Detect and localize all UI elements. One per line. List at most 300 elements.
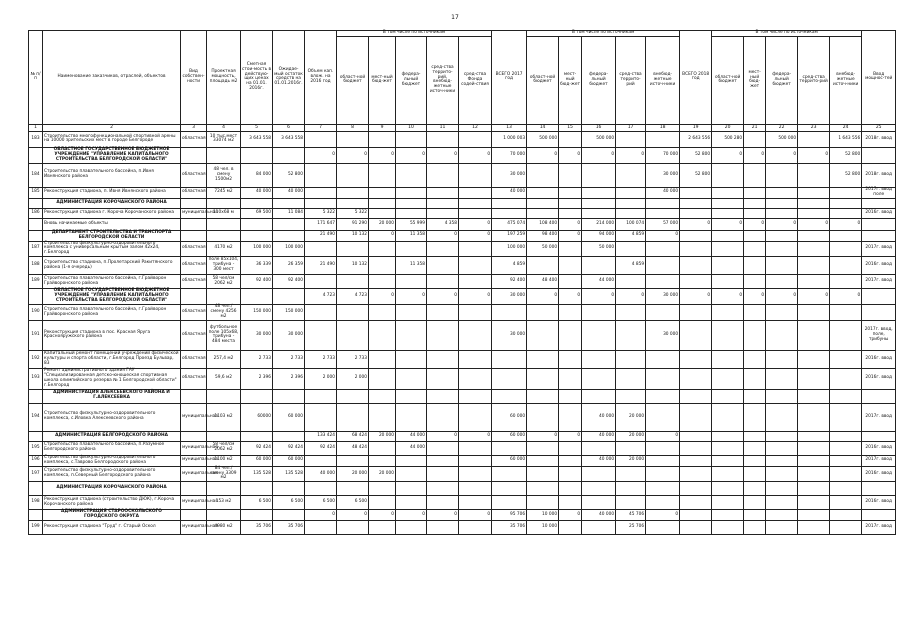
table-cell: 0 (305, 147, 337, 163)
table-cell (427, 275, 459, 289)
table-cell (527, 257, 559, 275)
table-cell (766, 496, 798, 510)
table-cell: 52 800 (680, 163, 712, 187)
table-cell: муниципальная (181, 208, 207, 218)
table-cell: 2 000 (305, 368, 337, 389)
table-cell (646, 403, 680, 431)
table-cell (369, 187, 396, 198)
commissioning-cell: 2016г. ввод (862, 208, 896, 218)
table-cell (744, 521, 766, 535)
table-cell (207, 431, 241, 441)
table-cell: 21 490 (305, 257, 337, 275)
table-row (29, 403, 896, 431)
table-cell: 0 (766, 218, 798, 230)
table-cell (181, 198, 207, 208)
table-cell: 30 000 (492, 289, 527, 305)
table-cell (744, 482, 766, 496)
table-cell (396, 521, 427, 535)
table-cell (305, 241, 337, 257)
table-cell (766, 441, 798, 455)
table-cell: 0 (559, 510, 582, 521)
table-cell: 48 чел./смену 4256 м2 (207, 305, 241, 321)
table-cell (207, 218, 241, 230)
table-cell (616, 389, 646, 403)
table-cell: 20 000 (369, 431, 396, 441)
table-cell (646, 275, 680, 289)
table-cell (712, 521, 744, 535)
table-cell: муниципальная (181, 403, 207, 431)
table-cell (459, 208, 492, 218)
table-cell: 60000 (241, 403, 273, 431)
table-cell (798, 521, 830, 535)
table-cell (798, 466, 830, 482)
column-number: 23 (798, 124, 830, 131)
table-cell (337, 320, 369, 350)
table-cell: 48 чел. в смену 1500м2 (207, 163, 241, 187)
table-cell (646, 241, 680, 257)
table-cell (427, 208, 459, 218)
table-cell (766, 163, 798, 187)
table-cell: 4 859 (616, 230, 646, 241)
table-cell (427, 455, 459, 466)
table-cell: 11 084 (273, 208, 305, 218)
table-cell (273, 289, 305, 305)
table-cell (766, 521, 798, 535)
table-cell (427, 482, 459, 496)
table-cell (527, 368, 559, 389)
table-cell: 60 000 (492, 431, 527, 441)
table-cell: 0 (559, 431, 582, 441)
table-cell: 0 (459, 147, 492, 163)
table-cell: 133 424 (305, 431, 337, 441)
table-cell (527, 466, 559, 482)
table-cell (798, 230, 830, 241)
column-number: 9 (369, 124, 396, 131)
table-cell: 40 000 (582, 510, 616, 521)
table-cell: 0 (559, 230, 582, 241)
object-name: ДЕПАРТАМЕНТ СТРОИТЕЛЬСТВА И ТРАНСПОРТА БЕЛГОРОДСКОЙ ОБЛАСТИ (43, 230, 181, 241)
object-name: АДМИНИСТРАЦИЯ АЛЕКСЕЕВСКОГО РАЙОНА И Г.АЛЕКСЕЕВКА (43, 389, 181, 403)
section-row (29, 431, 896, 441)
table-cell (427, 466, 459, 482)
table-cell: 92 400 (273, 275, 305, 289)
table-cell: 84 чел./смену 3309 м2 (207, 466, 241, 482)
table-cell: 0 (582, 147, 616, 163)
table-cell (527, 455, 559, 466)
table-cell (582, 389, 616, 403)
table-cell (616, 208, 646, 218)
header-territory: сред-ства террито-рий (616, 36, 646, 124)
table-cell (492, 208, 527, 218)
table-cell: футбольное поле 105х68, трибуна - 484 места (207, 320, 241, 350)
table-cell: 500 280 (712, 131, 744, 147)
header-volume-2016: Объем кап. влож. на 2016 год (305, 31, 337, 125)
table-cell: 0 (744, 218, 766, 230)
commissioning-cell: 2016г. ввод (862, 257, 896, 275)
table-cell (744, 198, 766, 208)
table-cell: 0 (427, 147, 459, 163)
header-offbudget: внебюд-жетные источ-ники (646, 36, 680, 124)
table-cell (305, 131, 337, 147)
table-cell: 100 000 (492, 241, 527, 257)
table-cell (305, 187, 337, 198)
table-cell (337, 521, 369, 535)
table-cell (744, 510, 766, 521)
table-cell (680, 466, 712, 482)
table-cell: 0 (646, 230, 680, 241)
table-cell: 20 000 (616, 403, 646, 431)
table-cell: 2 396 (241, 368, 273, 389)
table-cell (305, 275, 337, 289)
table-cell (830, 230, 862, 241)
table-cell: 100 000 (273, 241, 305, 257)
table-cell (459, 350, 492, 368)
commissioning-cell (862, 230, 896, 241)
table-cell (559, 403, 582, 431)
table-cell (369, 482, 396, 496)
column-number: 15 (559, 124, 582, 131)
table-cell (492, 198, 527, 208)
table-cell: 10 132 (337, 230, 369, 241)
table-cell (680, 496, 712, 510)
column-number: 24 (830, 124, 862, 131)
table-cell (459, 320, 492, 350)
table-cell: 0 (459, 289, 492, 305)
table-cell (712, 441, 744, 455)
table-cell (830, 350, 862, 368)
table-cell: 58 чел/см 2062 м2 (207, 275, 241, 289)
row-number: 190 (29, 305, 43, 321)
table-cell (616, 482, 646, 496)
table-cell (830, 455, 862, 466)
object-name: Ремонт административного здания ГАУ "Специализированная детско-юношеская спортивная школа олимпийского резерва № 1 Белгородской области" г.Белгород (43, 368, 181, 389)
table-cell (396, 208, 427, 218)
table-cell (680, 208, 712, 218)
table-cell: 95 706 (492, 510, 527, 521)
table-cell: 52 800 (830, 147, 862, 163)
page-number: 17 (451, 14, 459, 21)
table-cell (830, 241, 862, 257)
table-cell (492, 305, 527, 321)
table-cell (559, 350, 582, 368)
table-cell: 25 706 (616, 521, 646, 535)
table-cell (766, 305, 798, 321)
table-cell (305, 521, 337, 535)
table-cell (181, 431, 207, 441)
table-cell (712, 510, 744, 521)
table-cell: 500 000 (527, 131, 559, 147)
table-cell: 20 000 (337, 466, 369, 482)
table-cell: 60 000 (273, 403, 305, 431)
table-row (29, 320, 896, 350)
table-cell (305, 163, 337, 187)
table-cell (369, 198, 396, 208)
row-number (29, 289, 43, 305)
table-cell (766, 208, 798, 218)
table-cell: 30 000 (492, 320, 527, 350)
table-cell: 35 706 (241, 521, 273, 535)
table-cell: 0 (337, 510, 369, 521)
table-cell: 150 000 (241, 305, 273, 321)
column-number: 11 (427, 124, 459, 131)
table-cell: 6 500 (305, 496, 337, 510)
table-cell (798, 441, 830, 455)
table-cell (527, 482, 559, 496)
object-name: Вновь начинаемые объекты (43, 218, 181, 230)
table-cell (616, 368, 646, 389)
row-number (29, 431, 43, 441)
table-cell: 98 400 (527, 230, 559, 241)
table-cell: 45 706 (616, 510, 646, 521)
table-cell (559, 131, 582, 147)
table-cell: областная (181, 187, 207, 198)
commissioning-cell: 2016г. ввод (862, 350, 896, 368)
table-cell: 50 000 (582, 241, 616, 257)
table-cell (680, 305, 712, 321)
object-name: Строительство стадиона, п.Пролетарский Ракитянского района (1-я очередь) (43, 257, 181, 275)
commissioning-cell: 2017г. ввод (862, 521, 896, 535)
table-cell (830, 275, 862, 289)
table-cell: 36 339 (241, 257, 273, 275)
table-cell (273, 431, 305, 441)
table-cell (181, 218, 207, 230)
table-cell (744, 455, 766, 466)
table-cell (582, 466, 616, 482)
table-cell: 0 (680, 218, 712, 230)
table-cell: 60 000 (241, 455, 273, 466)
table-cell (492, 482, 527, 496)
table-cell: 69 500 (241, 208, 273, 218)
table-cell (207, 198, 241, 208)
table-cell: 0 (527, 147, 559, 163)
table-cell (744, 208, 766, 218)
table-cell (427, 350, 459, 368)
row-number: 187 (29, 241, 43, 257)
table-cell (305, 305, 337, 321)
table-cell: 26 359 (273, 257, 305, 275)
table-cell (559, 198, 582, 208)
table-cell (744, 230, 766, 241)
table-cell: 1100 м2 (207, 455, 241, 466)
table-cell: 91 290 (337, 218, 369, 230)
object-name: Реконструкция стадиона, п. Ивня Ивнянского района (43, 187, 181, 198)
table-cell: 257,4 м2 (207, 350, 241, 368)
table-cell: 0 (712, 218, 744, 230)
table-cell (207, 230, 241, 241)
table-cell (369, 441, 396, 455)
table-cell: 30 000 (241, 320, 273, 350)
table-cell: 0 (616, 147, 646, 163)
object-name: АДМИНИСТРАЦИЯ КОРОЧАНСКОГО РАЙОНА (43, 198, 181, 208)
table-cell (459, 389, 492, 403)
table-cell (766, 230, 798, 241)
row-number: 199 (29, 521, 43, 535)
table-cell (305, 403, 337, 431)
table-cell: 52 800 (830, 163, 862, 187)
table-cell (369, 350, 396, 368)
table-cell (712, 275, 744, 289)
table-cell (559, 305, 582, 321)
table-cell: 6 500 (241, 496, 273, 510)
table-cell (492, 496, 527, 510)
header-name: Наименование заказчиков, отраслей, объектов (43, 31, 181, 125)
table-cell: 92 424 (241, 441, 273, 455)
table-cell (582, 521, 616, 535)
table-cell: 171 647 (305, 218, 337, 230)
table-cell (712, 187, 744, 198)
table-cell (798, 431, 830, 441)
table-cell (744, 241, 766, 257)
table-cell (559, 163, 582, 187)
table-cell (492, 389, 527, 403)
commissioning-cell (862, 218, 896, 230)
table-cell (527, 187, 559, 198)
table-cell (396, 496, 427, 510)
header-sources-2017: В том числе по источникам (527, 31, 680, 37)
header-total-2017: ВСЕГО 2017 год (492, 31, 527, 125)
table-cell: 70 000 (492, 147, 527, 163)
table-cell: 0 (646, 510, 680, 521)
table-cell (712, 163, 744, 187)
table-cell (616, 350, 646, 368)
table-cell (337, 389, 369, 403)
table-cell (459, 441, 492, 455)
table-cell (798, 482, 830, 496)
table-cell: 92 400 (492, 275, 527, 289)
table-cell (427, 320, 459, 350)
commissioning-cell: 2017г. ввод (862, 455, 896, 466)
table-cell (616, 441, 646, 455)
table-cell: 0 (559, 289, 582, 305)
header-assistance-fund: сред-ства Фонда содей-ствия (459, 36, 492, 124)
table-cell: 0 (369, 289, 396, 305)
row-number: 197 (29, 466, 43, 482)
table-cell (396, 455, 427, 466)
header-estimate: Сметная стои-мость в действую-щих ценах на 01.01. 2016г. (241, 31, 273, 125)
table-cell (241, 431, 273, 441)
table-cell (798, 455, 830, 466)
table-cell (744, 441, 766, 455)
table-cell (337, 241, 369, 257)
table-cell (369, 455, 396, 466)
row-number: 192 (29, 350, 43, 368)
header-federal: федера-льный бюджет (396, 36, 427, 124)
table-cell: 0 (712, 289, 744, 305)
table-cell (712, 208, 744, 218)
table-cell (646, 496, 680, 510)
column-number: 3 (181, 124, 207, 131)
table-cell: 5 322 (337, 208, 369, 218)
header-local: мест-ный бюд-жет (369, 36, 396, 124)
table-cell: областная (181, 163, 207, 187)
table-cell (712, 455, 744, 466)
table-cell: 3 643 558 (273, 131, 305, 147)
commissioning-cell: 2016г. ввод (862, 496, 896, 510)
table-cell: 60 000 (492, 403, 527, 431)
table-cell: 40 000 (305, 466, 337, 482)
header-regional: област-ной бюджет (527, 36, 559, 124)
object-name: Строительство физкультурно-оздоровительного комплекса, п.Северный Белгородского района (43, 466, 181, 482)
table-cell (305, 320, 337, 350)
header-sources-2018: В том числе по источникам (712, 31, 862, 37)
table-cell: 4170 м2 (207, 241, 241, 257)
table-row (29, 275, 896, 289)
table-cell (241, 510, 273, 521)
column-number: 13 (492, 124, 527, 131)
table-cell: 60 000 (273, 455, 305, 466)
table-cell (369, 275, 396, 289)
table-cell (207, 510, 241, 521)
table-cell: 0 (830, 218, 862, 230)
table-cell (798, 389, 830, 403)
table-cell: 0 (369, 147, 396, 163)
header-ownership: Вид собствен-ности (181, 31, 207, 125)
row-number (29, 482, 43, 496)
table-cell: 1 643 556 (830, 131, 862, 147)
table-cell: 2 396 (273, 368, 305, 389)
table-cell (616, 187, 646, 198)
table-cell (616, 275, 646, 289)
table-cell (744, 187, 766, 198)
table-cell (273, 510, 305, 521)
table-row (29, 521, 896, 535)
table-cell (616, 131, 646, 147)
table-cell (559, 257, 582, 275)
table-cell (766, 275, 798, 289)
table-cell: 0 (646, 431, 680, 441)
table-cell: 20 000 (616, 455, 646, 466)
table-cell (744, 163, 766, 187)
table-cell: 4 723 (337, 289, 369, 305)
table-cell (241, 389, 273, 403)
table-cell: 0 (744, 147, 766, 163)
table-cell (459, 241, 492, 257)
table-cell: 40 000 (582, 403, 616, 431)
table-cell (830, 305, 862, 321)
row-number: 191 (29, 320, 43, 350)
table-cell (492, 368, 527, 389)
table-row (29, 208, 896, 218)
table-cell: 197 259 (492, 230, 527, 241)
header-no: № п/п (29, 31, 43, 125)
table-cell (766, 389, 798, 403)
column-number: 2 (43, 124, 181, 131)
table-cell (766, 241, 798, 257)
table-cell: 2 643 556 (680, 131, 712, 147)
table-cell (680, 521, 712, 535)
table-cell (582, 350, 616, 368)
table-cell (646, 131, 680, 147)
table-cell (766, 257, 798, 275)
table-cell: 0 (616, 289, 646, 305)
table-cell (396, 305, 427, 321)
table-cell: 153 м2 (207, 496, 241, 510)
table-cell: 44 000 (396, 431, 427, 441)
table-cell: 2 000 (337, 368, 369, 389)
table-cell: 2 733 (241, 350, 273, 368)
table-cell (582, 198, 616, 208)
table-cell: 50 000 (527, 241, 559, 257)
table-cell: областная (181, 320, 207, 350)
table-cell (181, 230, 207, 241)
table-cell (241, 289, 273, 305)
table-cell: 100 074 (616, 218, 646, 230)
table-cell (766, 368, 798, 389)
table-cell: 30 000 (492, 163, 527, 187)
object-name: Строительство плавательного бассейна, п.Разумное Белгородского района (43, 441, 181, 455)
table-cell: 10 000 (527, 510, 559, 521)
row-number: 198 (29, 496, 43, 510)
